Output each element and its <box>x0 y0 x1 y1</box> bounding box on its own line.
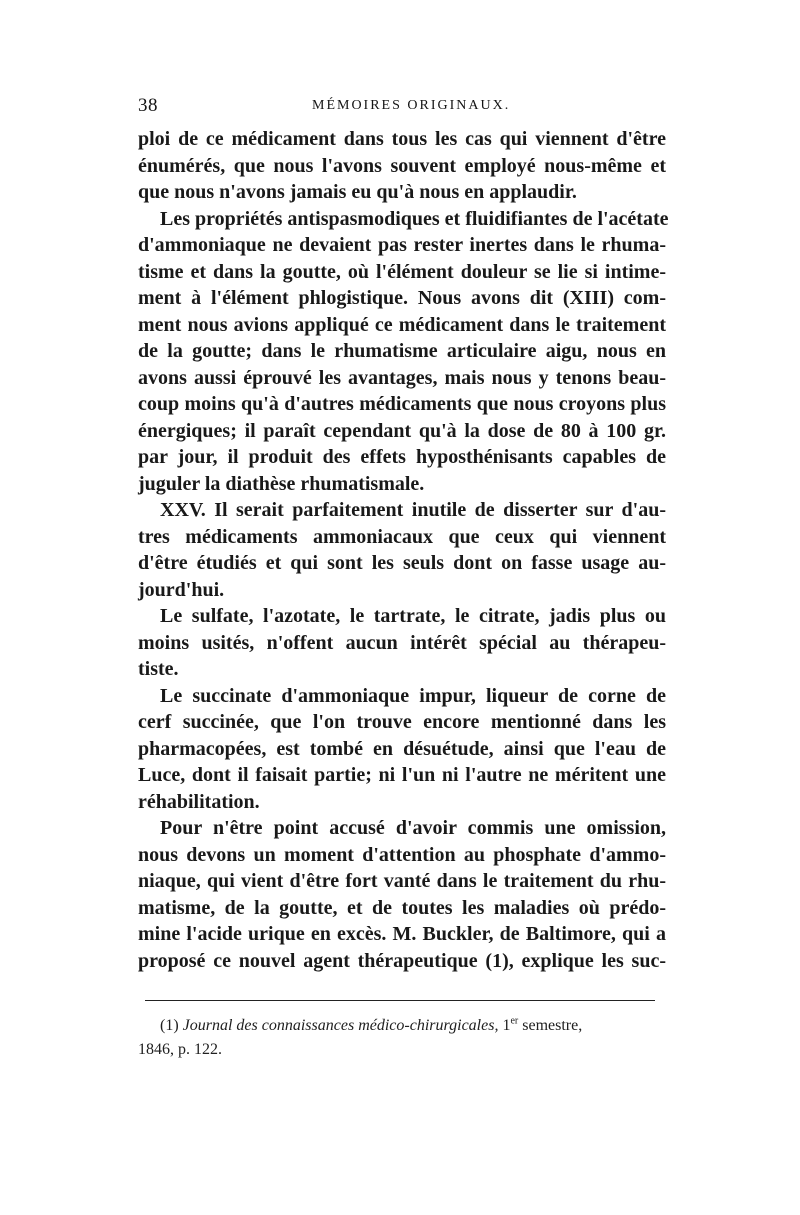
paragraph-start-line: Le sulfate, l'azotate, le tartrate, le citrate, jadis plus ou <box>160 605 666 627</box>
footnote-line <box>138 1014 668 1038</box>
paragraph-start-line: XXV. Il serait parfaitement inutile de disserter sur d'au- <box>160 499 666 521</box>
text-line: tres médicaments ammoniacaux que ceux qui viennent <box>138 525 666 548</box>
text-line: moins usités, n'offent aucun intérêt spécial au thérapeu- <box>138 631 666 654</box>
footnote-marker: (1) <box>160 1017 179 1034</box>
text-line: pharmacopées, est tombé en désuétude, ainsi que l'eau de <box>138 737 666 760</box>
text-line: que nous n'avons jamais eu qu'à nous en applaudir. <box>138 181 577 203</box>
text-line: coup moins qu'à d'autres médicaments que nous croyons plus <box>138 393 666 415</box>
text-line: jourd'hui. <box>138 578 225 601</box>
footnote <box>138 1014 668 1062</box>
text-line: ploi de ce médicament dans tous les cas qui viennent d'être <box>138 128 666 150</box>
page-header <box>138 95 664 121</box>
text-line: proposé ce nouvel agent thérapeutique (1), explique les suc- <box>138 949 666 972</box>
text-line: d'être étudiés et qui sont les seuls dont on fasse usage au- <box>138 552 666 574</box>
text-line: d'ammoniaque ne devaient pas rester inertes dans le rhuma- <box>138 234 666 256</box>
text-line: niaque, qui vient d'être fort vanté dans le traitement du rhu- <box>138 870 666 892</box>
text-line: de la goutte; dans le rhumatisme articulaire aigu, nous en <box>138 340 666 362</box>
text-line: réhabilitation. <box>138 790 260 813</box>
footnote-journal-title: Journal des connaissances médico-chirurgicales, <box>182 1017 499 1034</box>
text-line: ment à l'élément phlogistique. Nous avons dit (XIII) com- <box>138 287 666 309</box>
paragraph-start-line: Le succinate d'ammoniaque impur, liqueur de corne de <box>160 684 666 707</box>
text-line: matisme, de la goutte, et de toutes les maladies où prédo- <box>138 896 666 919</box>
text-line: tiste. <box>138 658 179 680</box>
footnote-line-2: 1846, p. 122. <box>138 1041 222 1058</box>
page-number: 38 <box>138 95 158 116</box>
text-line: Luce, dont il faisait partie; ni l'un ni l'autre ne méritent une <box>138 764 666 786</box>
text-line: cerf succinée, que l'on trouve encore mentionné dans les <box>138 711 666 733</box>
body-text <box>138 126 669 974</box>
footnote-rest: semestre, <box>522 1017 583 1034</box>
running-head: MÉMOIRES ORIGINAUX. <box>312 98 511 113</box>
text-line: juguler la diathèse rhumatismale. <box>138 472 425 495</box>
text-line: tisme et dans la goutte, où l'élément douleur se lie si intime- <box>138 260 666 283</box>
footnote-edition: 1 <box>502 1017 511 1034</box>
footnote-divider <box>145 1000 655 1001</box>
text-line: énergiques; il paraît cependant qu'à la dose de 80 à 100 gr. <box>138 419 666 442</box>
paragraph-start-line: Les propriétés antispasmodiques et fluidifiantes de l'acétate <box>160 207 669 230</box>
paragraph-start-line: Pour n'être point accusé d'avoir commis une omission, <box>160 817 666 839</box>
text-line: avons aussi éprouvé les avantages, mais nous y tenons beau- <box>138 366 666 389</box>
text-line: ment nous avions appliqué ce médicament dans le traitement <box>138 313 666 336</box>
footnote-edition-suffix: er <box>510 1015 519 1027</box>
text-line: nous devons un moment d'attention au phosphate d'ammo- <box>138 843 666 866</box>
text-line: énumérés, que nous l'avons souvent employé nous-même et <box>138 154 666 177</box>
text-line: mine l'acide urique en excès. M. Buckler, de Baltimore, qui a <box>138 923 666 945</box>
text-line: par jour, il produit des effets hyposthénisants capables de <box>138 446 666 468</box>
